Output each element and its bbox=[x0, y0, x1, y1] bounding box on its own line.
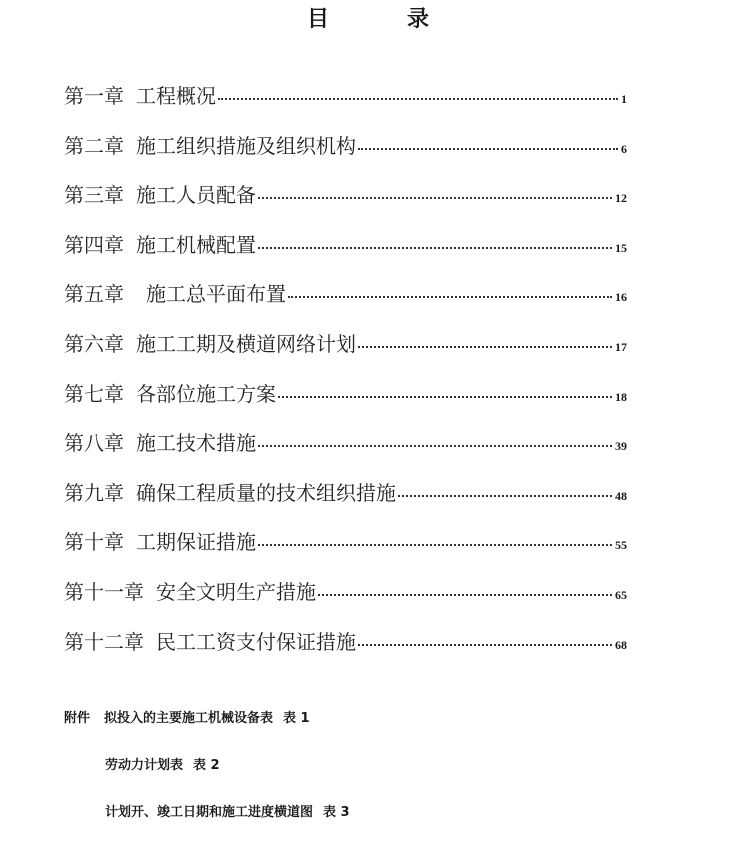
toc-dot-leader bbox=[358, 644, 612, 646]
appendix-item-name: 拟投入的主要施工机械设备表 bbox=[104, 711, 274, 726]
toc-dot-leader bbox=[258, 445, 612, 447]
document-title: 目 录 bbox=[306, 6, 457, 32]
toc-entry[interactable] bbox=[64, 179, 627, 229]
toc-page-number: 18 bbox=[615, 389, 627, 404]
toc-chapter-title: 工程概况 bbox=[136, 84, 216, 108]
toc-page-number: 65 bbox=[615, 587, 627, 602]
appendix-list bbox=[64, 708, 350, 849]
appendix-table-number: 表 2 bbox=[193, 758, 220, 773]
toc-chapter-number: 第四章 bbox=[64, 232, 124, 257]
appendix-item-name: 计划开、竣工日期和施工进度横道图 bbox=[105, 805, 314, 820]
toc-entry[interactable] bbox=[64, 130, 627, 180]
toc-entry[interactable] bbox=[64, 378, 627, 428]
appendix-prefix: 附件 bbox=[64, 711, 91, 726]
toc-chapter-title: 施工机械配置 bbox=[136, 232, 256, 257]
toc-chapter-number: 第二章 bbox=[64, 133, 124, 158]
toc-chapter-number: 第五章 bbox=[64, 282, 124, 307]
toc-chapter-number: 第三章 bbox=[64, 183, 124, 208]
toc-entry[interactable] bbox=[64, 427, 627, 477]
toc-page-number: 1 bbox=[621, 92, 627, 106]
toc-entry[interactable] bbox=[64, 328, 627, 378]
toc-page-number: 12 bbox=[615, 191, 627, 206]
toc-entry[interactable] bbox=[64, 229, 627, 279]
toc-chapter-title: 施工工期及横道网络计划 bbox=[136, 331, 356, 356]
toc-entry[interactable] bbox=[64, 278, 627, 328]
table-of-contents bbox=[64, 80, 627, 675]
appendix-table-number: 表 1 bbox=[283, 711, 310, 726]
toc-chapter-title: 安全文明生产措施 bbox=[156, 579, 316, 604]
toc-chapter-title: 各部位施工方案 bbox=[136, 381, 276, 406]
toc-page-number: 68 bbox=[615, 637, 627, 652]
toc-page-number: 16 bbox=[615, 290, 627, 305]
toc-chapter-title: 确保工程质量的技术组织措施 bbox=[136, 480, 396, 505]
toc-chapter-title: 施工组织措施及组织机构 bbox=[136, 133, 356, 158]
toc-dot-leader bbox=[258, 197, 612, 199]
toc-chapter-number: 第十一章 bbox=[64, 579, 144, 604]
toc-chapter-number: 第八章 bbox=[64, 431, 124, 456]
appendix-table-number: 表 3 bbox=[323, 805, 350, 820]
toc-entry[interactable] bbox=[64, 626, 627, 676]
toc-chapter-title: 施工技术措施 bbox=[136, 431, 256, 456]
toc-dot-leader bbox=[288, 296, 612, 298]
toc-dot-leader bbox=[258, 544, 612, 546]
toc-chapter-title: 民工工资支付保证措施 bbox=[156, 629, 356, 654]
toc-page-number: 6 bbox=[621, 141, 627, 156]
appendix-item[interactable] bbox=[64, 708, 350, 755]
toc-entry[interactable] bbox=[64, 576, 627, 626]
toc-page-number: 17 bbox=[615, 339, 627, 354]
toc-chapter-title: 施工人员配备 bbox=[136, 183, 256, 208]
appendix-item[interactable] bbox=[64, 755, 350, 802]
toc-page-number: 48 bbox=[615, 488, 627, 503]
toc-chapter-title: 施工总平面布置 bbox=[146, 282, 286, 307]
toc-chapter-number: 第七章 bbox=[64, 381, 124, 406]
toc-dot-leader bbox=[358, 346, 612, 348]
toc-chapter-number: 第九章 bbox=[64, 480, 124, 505]
toc-dot-leader bbox=[218, 98, 618, 100]
toc-dot-leader bbox=[258, 247, 612, 249]
appendix-item-name: 劳动力计划表 bbox=[105, 758, 184, 773]
toc-entry[interactable] bbox=[64, 526, 627, 576]
toc-dot-leader bbox=[318, 594, 612, 596]
toc-chapter-number: 第十章 bbox=[64, 530, 124, 555]
toc-dot-leader bbox=[278, 396, 612, 398]
toc-dot-leader bbox=[398, 495, 612, 497]
toc-page-number: 55 bbox=[615, 538, 627, 553]
toc-page-number: 39 bbox=[615, 439, 627, 454]
appendix-item[interactable] bbox=[64, 802, 350, 849]
toc-chapter-number: 第六章 bbox=[64, 331, 124, 356]
toc-entry[interactable] bbox=[64, 80, 627, 130]
toc-chapter-number: 第十二章 bbox=[64, 629, 144, 654]
toc-dot-leader bbox=[358, 148, 618, 150]
toc-chapter-number: 第一章 bbox=[64, 84, 124, 108]
toc-page-number: 15 bbox=[615, 240, 627, 255]
toc-entry[interactable] bbox=[64, 477, 627, 527]
toc-chapter-title: 工期保证措施 bbox=[136, 530, 256, 555]
